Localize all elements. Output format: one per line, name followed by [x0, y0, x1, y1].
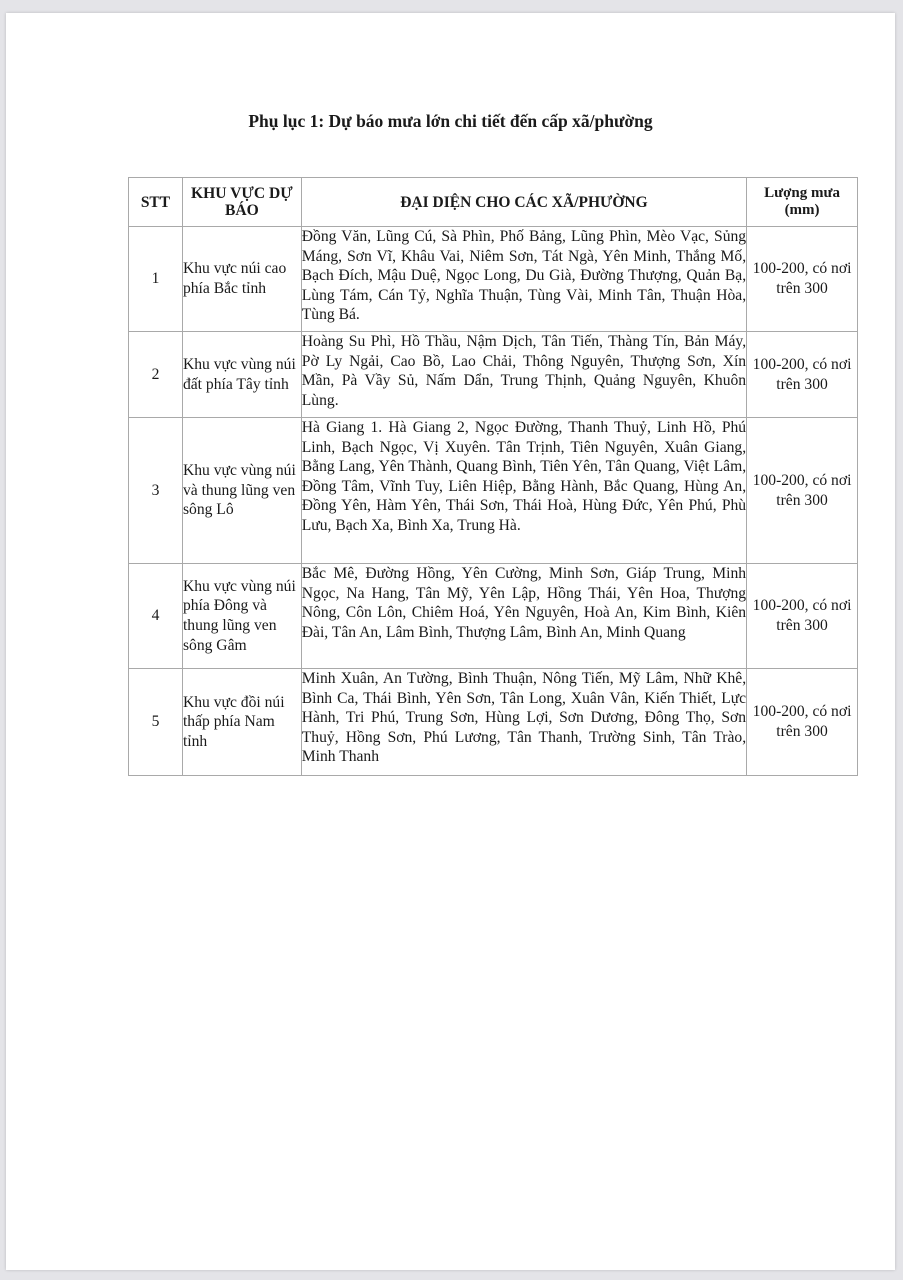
document-page	[6, 13, 895, 1270]
header-rainfall: Lượng mưa (mm)	[747, 178, 858, 227]
row-stt: 3	[129, 418, 183, 564]
row-rainfall: 100-200, có nơi trên 300	[747, 227, 858, 332]
header-representatives: ĐẠI DIỆN CHO CÁC XÃ/PHƯỜNG	[301, 178, 746, 227]
table-row	[129, 332, 858, 418]
row-rainfall: 100-200, có nơi trên 300	[747, 332, 858, 418]
header-stt: STT	[129, 178, 183, 227]
table-row	[129, 418, 858, 564]
row-stt: 1	[129, 227, 183, 332]
row-rainfall: 100-200, có nơi trên 300	[747, 669, 858, 776]
row-rainfall: 100-200, có nơi trên 300	[747, 564, 858, 669]
row-rainfall: 100-200, có nơi trên 300	[747, 418, 858, 564]
table-header-row	[129, 178, 858, 227]
row-stt: 5	[129, 669, 183, 776]
row-area: Khu vực núi cao phía Bắc tỉnh	[182, 227, 301, 332]
table-row	[129, 564, 858, 669]
row-representatives: Hoàng Su Phì, Hồ Thầu, Nậm Dịch, Tân Tiến, Thàng Tín, Bản Máy, Pờ Ly Ngải, Cao Bồ, Lao Chải, Thông Nguyên, Thượng Sơn, Xín Mần, Pà Vầy Sủ, Nấm Dẩn, Trung Thịnh, Quảng Nguyên, Khuôn Lùng.	[301, 332, 746, 418]
row-area: Khu vực vùng núi và thung lũng ven sông Lô	[182, 418, 301, 564]
header-area: KHU VỰC DỰ BÁO	[182, 178, 301, 227]
row-stt: 2	[129, 332, 183, 418]
row-representatives: Đồng Văn, Lũng Cú, Sà Phìn, Phố Bảng, Lũng Phìn, Mèo Vạc, Sủng Máng, Sơn Vĩ, Khâu Vai, Niêm Sơn, Tát Ngà, Yên Minh, Thắng Mố, Bạch Đích, Mậu Duệ, Ngọc Long, Du Già, Đường Thượng, Quản Bạ, Lùng Tám, Cán Tỷ, Nghĩa Thuận, Tùng Vài, Minh Tân, Thuận Hòa, Tùng Bá.	[301, 227, 746, 332]
row-area: Khu vực vùng núi phía Đông và thung lũng ven sông Gâm	[182, 564, 301, 669]
row-area: Khu vực vùng núi đất phía Tây tỉnh	[182, 332, 301, 418]
row-representatives: Minh Xuân, An Tường, Bình Thuận, Nông Tiến, Mỹ Lâm, Nhữ Khê, Bình Ca, Thái Bình, Yên Sơn, Tân Long, Xuân Vân, Kiến Thiết, Lực Hành, Tri Phú, Trung Sơn, Hùng Lợi, Sơn Dương, Đông Thọ, Sơn Thuỷ, Hồng Sơn, Phú Lương, Tân Thanh, Trường Sinh, Tân Trào, Minh Thanh	[301, 669, 746, 776]
row-representatives: Bắc Mê, Đường Hồng, Yên Cường, Minh Sơn, Giáp Trung, Minh Ngọc, Na Hang, Tân Mỹ, Yên Lập, Hồng Thái, Yên Hoa, Thượng Nông, Côn Lôn, Chiêm Hoá, Yên Nguyên, Hoà An, Kim Bình, Kiên Đài, Tân An, Lâm Bình, Thượng Lâm, Bình An, Minh Quang	[301, 564, 746, 669]
rain-forecast-table	[128, 177, 858, 776]
row-area: Khu vực đồi núi thấp phía Nam tỉnh	[182, 669, 301, 776]
table-row	[129, 669, 858, 776]
row-representatives: Hà Giang 1. Hà Giang 2, Ngọc Đường, Thanh Thuỷ, Linh Hồ, Phú Linh, Bạch Ngọc, Vị Xuyên. Tân Trịnh, Tiên Nguyên, Xuân Giang, Bằng Lang, Yên Thành, Quang Bình, Tiên Yên, Tân Quang, Việt Lâm, Đồng Tâm, Vĩnh Tuy, Liên Hiệp, Bằng Hành, Bắc Quang, Hùng An, Đồng Yên, Hàm Yên, Thái Sơn, Thái Hoà, Hùng Đức, Yên Phú, Phù Lưu, Bạch Xa, Bình Xa, Trung Hà.	[301, 418, 746, 564]
row-stt: 4	[129, 564, 183, 669]
document-title: Phụ lục 1: Dự báo mưa lớn chi tiết đến cấp xã/phường	[248, 111, 653, 131]
table-row	[129, 227, 858, 332]
